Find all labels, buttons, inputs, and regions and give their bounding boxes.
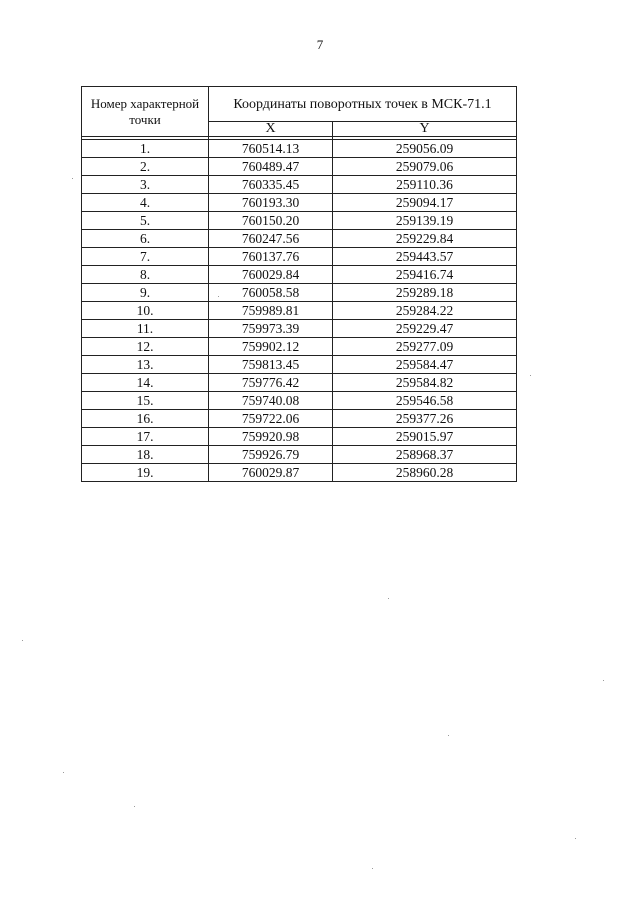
x-coordinate-cell: 760193.30 [209,194,333,212]
table-row [82,410,517,428]
x-coordinate-cell: 759722.06 [209,410,333,428]
x-coordinate-cell: 759926.79 [209,446,333,464]
scan-speck [372,868,373,869]
x-coordinate-cell: 760150.20 [209,212,333,230]
y-coordinate-cell: 259056.09 [333,140,517,158]
point-number-cell: 18. [82,446,209,464]
y-coordinate-cell: 259110.36 [333,176,517,194]
y-coordinate-cell: 259377.26 [333,410,517,428]
table-row [82,356,517,374]
point-number-cell: 5. [82,212,209,230]
table-row [82,320,517,338]
scan-speck [134,806,135,807]
point-number-cell: 6. [82,230,209,248]
scan-speck [448,735,449,736]
y-coordinate-cell: 259229.47 [333,320,517,338]
x-coordinate-cell: 759920.98 [209,428,333,446]
point-number-cell: 11. [82,320,209,338]
coordinates-table [81,86,517,482]
x-coordinate-cell: 759813.45 [209,356,333,374]
point-number-cell: 17. [82,428,209,446]
scan-speck [388,598,389,599]
point-number-cell: 1. [82,140,209,158]
y-coordinate-cell: 259284.22 [333,302,517,320]
y-coordinate-cell: 259416.74 [333,266,517,284]
table-row [82,428,517,446]
scan-speck [22,640,23,641]
scan-speck [218,296,219,297]
point-number-cell: 14. [82,374,209,392]
y-coordinate-cell: 259546.58 [333,392,517,410]
point-number-cell: 13. [82,356,209,374]
x-coordinate-cell: 760029.84 [209,266,333,284]
x-coordinate-cell: 759973.39 [209,320,333,338]
table-row [82,464,517,482]
point-number-cell: 16. [82,410,209,428]
scan-speck [63,772,64,773]
y-coordinate-cell: 259139.19 [333,212,517,230]
y-coordinate-cell: 259584.82 [333,374,517,392]
table-row [82,392,517,410]
table-body [82,137,517,482]
y-coordinate-cell: 259079.06 [333,158,517,176]
x-coordinate-cell: 760058.58 [209,284,333,302]
scan-speck [575,838,576,839]
table-row [82,284,517,302]
point-number-header: Номер характерной точки [82,87,209,137]
y-coordinate-cell: 259229.84 [333,230,517,248]
table-row [82,140,517,158]
table-row [82,212,517,230]
point-number-cell: 15. [82,392,209,410]
y-coordinate-cell: 259289.18 [333,284,517,302]
table-row [82,302,517,320]
x-coordinate-cell: 759776.42 [209,374,333,392]
coordinates-header: Координаты поворотных точек в МСК-71.1 [209,87,517,122]
table-row [82,176,517,194]
point-number-cell: 19. [82,464,209,482]
table-row [82,338,517,356]
table-row [82,266,517,284]
x-coordinate-cell: 760514.13 [209,140,333,158]
point-number-cell: 2. [82,158,209,176]
x-coordinate-cell: 760247.56 [209,230,333,248]
scan-speck [72,178,73,179]
scan-speck [530,375,531,376]
y-coordinate-cell: 258968.37 [333,446,517,464]
x-coordinate-cell: 760029.87 [209,464,333,482]
point-number-cell: 3. [82,176,209,194]
point-number-cell: 12. [82,338,209,356]
scan-speck [603,680,604,681]
x-coordinate-cell: 759740.08 [209,392,333,410]
x-coordinate-cell: 760489.47 [209,158,333,176]
page-number: 7 [316,37,324,52]
table-row [82,446,517,464]
x-coordinate-cell: 760137.76 [209,248,333,266]
point-number-cell: 9. [82,284,209,302]
y-coordinate-cell: 259277.09 [333,338,517,356]
x-coordinate-cell: 759989.81 [209,302,333,320]
x-column-header: X [209,122,333,137]
point-number-cell: 7. [82,248,209,266]
x-coordinate-cell: 759902.12 [209,338,333,356]
y-coordinate-cell: 259584.47 [333,356,517,374]
table-row [82,230,517,248]
table-row [82,194,517,212]
x-coordinate-cell: 760335.45 [209,176,333,194]
point-number-cell: 8. [82,266,209,284]
table-row [82,158,517,176]
y-coordinate-cell: 259443.57 [333,248,517,266]
y-coordinate-cell: 259094.17 [333,194,517,212]
point-number-cell: 10. [82,302,209,320]
y-coordinate-cell: 259015.97 [333,428,517,446]
point-number-cell: 4. [82,194,209,212]
y-coordinate-cell: 258960.28 [333,464,517,482]
table-row [82,248,517,266]
table-row [82,374,517,392]
y-column-header: Y [333,122,517,137]
